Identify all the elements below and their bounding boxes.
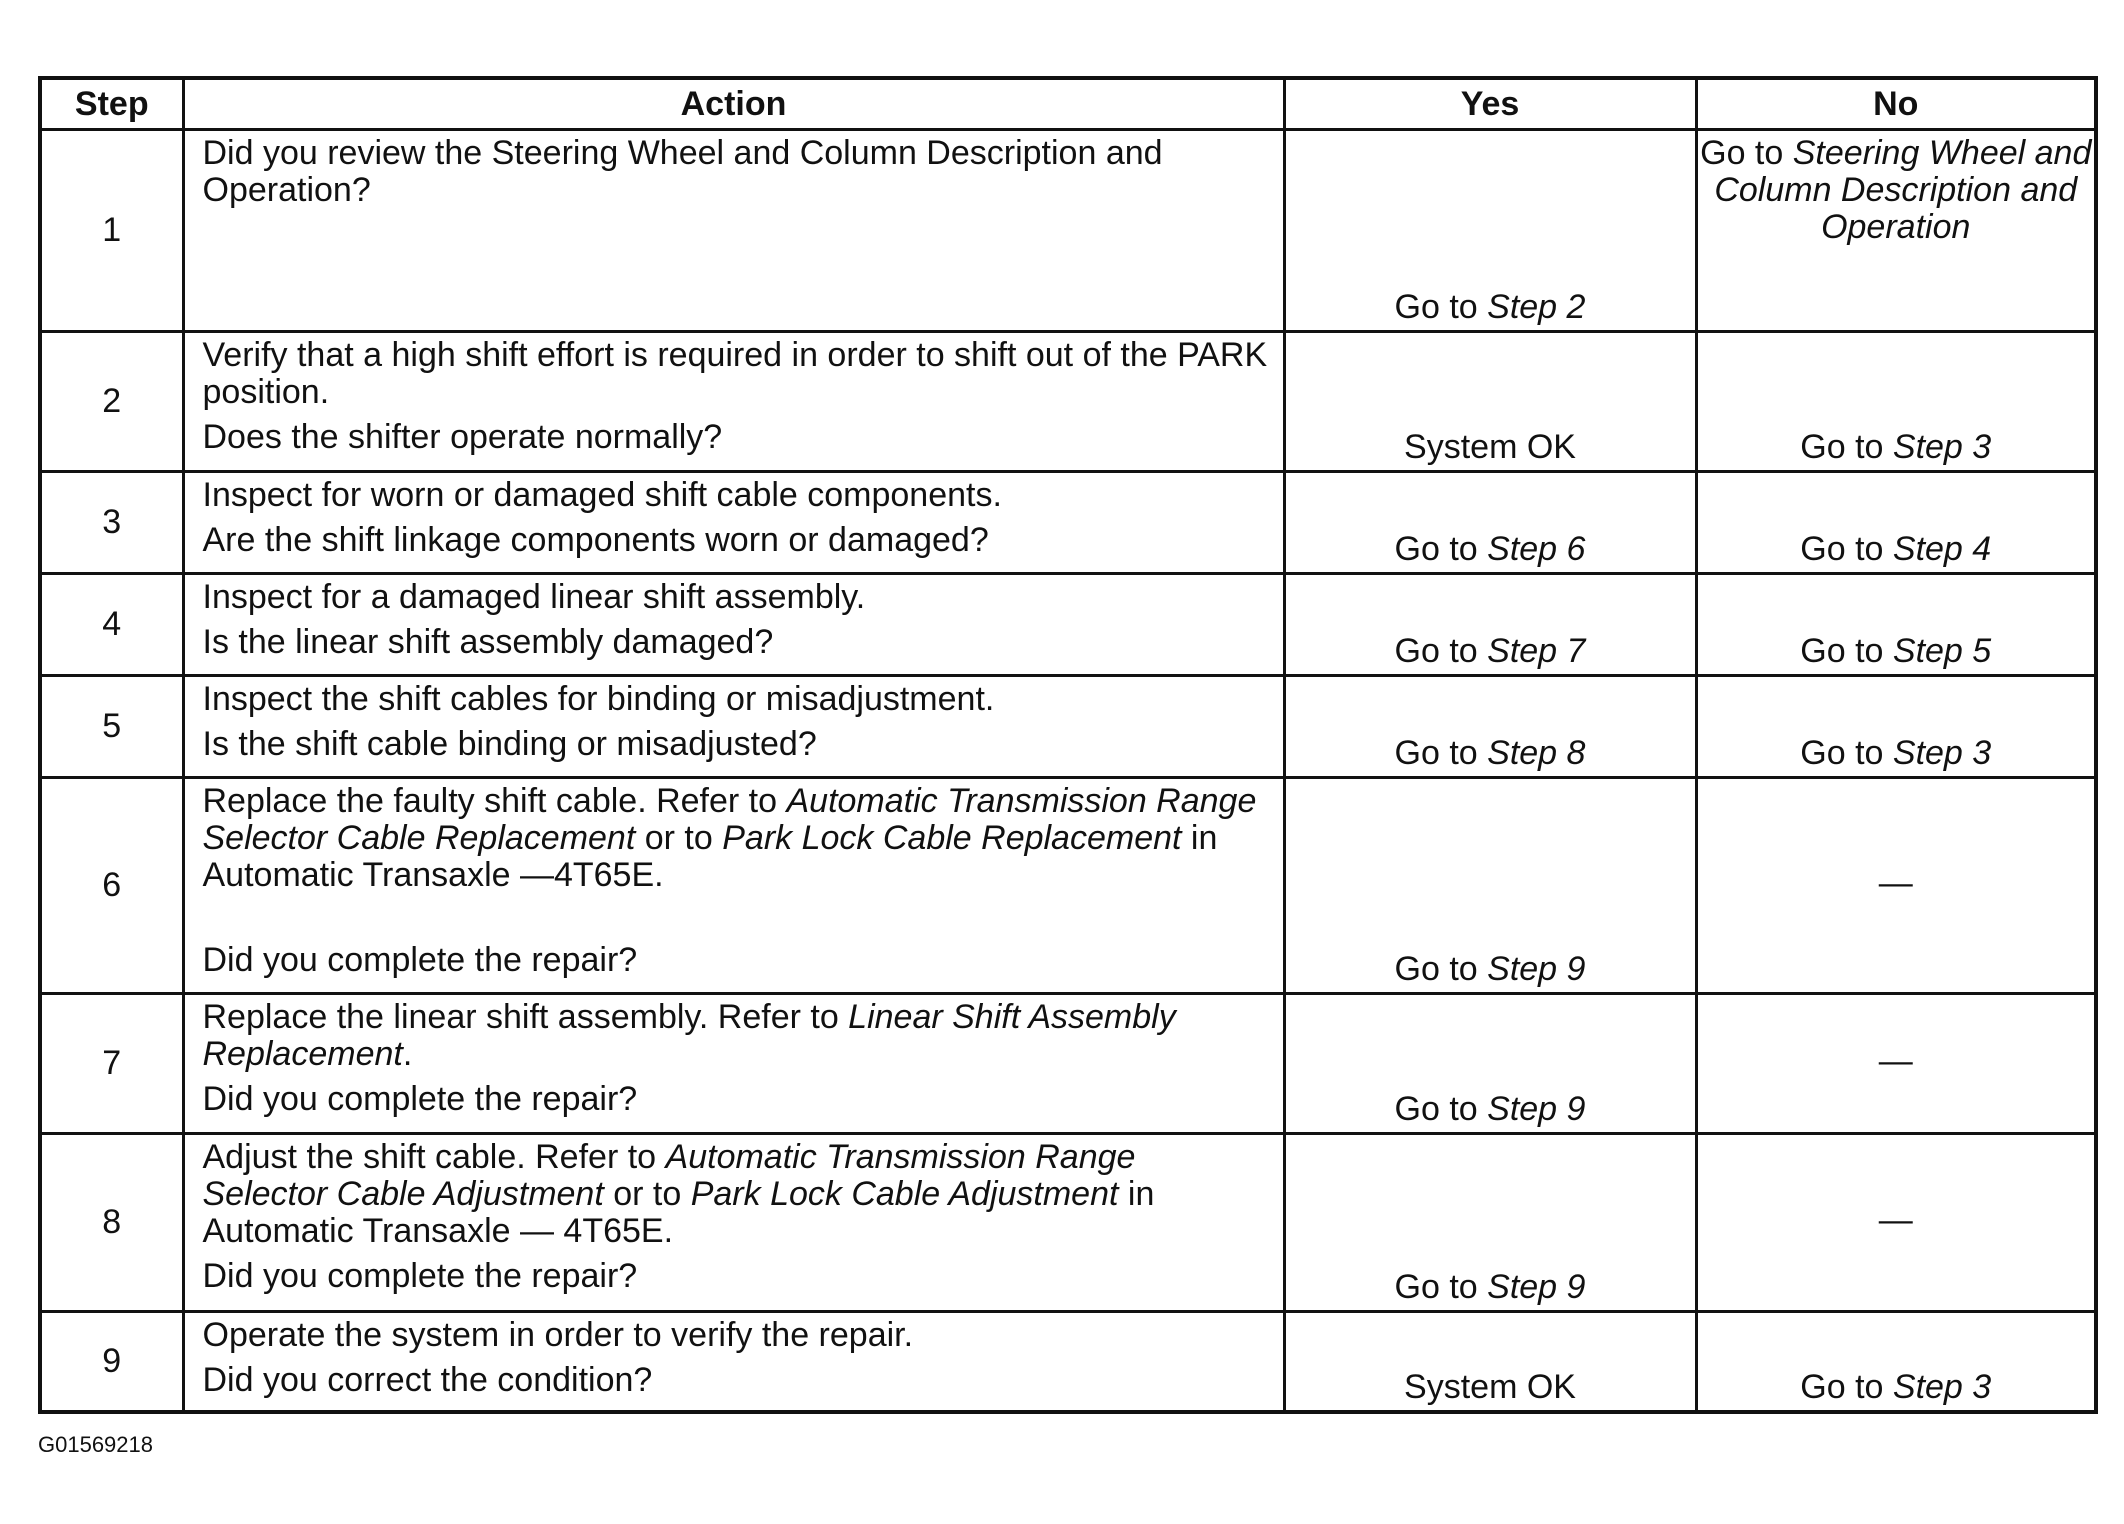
reference-link[interactable]: Linear Shift Assembly Replacement	[202, 998, 1176, 1073]
instruction-text: .	[402, 1035, 413, 1073]
no-prefix: Go to	[1800, 734, 1893, 772]
action-instruction: Inspect the shift cables for binding or misadjustment.	[202, 680, 995, 718]
step-number: 7	[40, 994, 183, 1134]
yes-step-link[interactable]: Step 7	[1487, 632, 1586, 670]
step-number: 8	[40, 1134, 183, 1312]
table-row-step-2	[40, 332, 2096, 472]
no-dash: —	[1878, 1201, 1913, 1239]
action-question: Did you complete the repair?	[202, 1080, 638, 1118]
action-question: Does the shifter operate normally?	[202, 418, 723, 456]
step-number: 3	[40, 472, 183, 574]
reference-link[interactable]: Park Lock Cable Replacement	[722, 819, 1182, 857]
yes-prefix: Go to	[1394, 632, 1488, 670]
no-step-link[interactable]: Step 5	[1892, 632, 1992, 670]
no-step-link[interactable]: Step 4	[1892, 530, 1992, 568]
action-cell	[183, 472, 1284, 574]
no-prefix: Go to	[1800, 428, 1893, 466]
instruction-text: or to	[635, 819, 723, 857]
instruction-text: Replace the faulty shift cable. Refer to	[202, 782, 787, 820]
action-cell	[183, 676, 1284, 778]
action-instruction: Verify that a high shift effort is required in order to shift out of the PARK position.	[202, 336, 1268, 411]
action-instruction	[203, 999, 1269, 1081]
yes-cell	[1284, 994, 1696, 1134]
yes-cell	[1284, 1312, 1696, 1412]
no-step-link[interactable]: Step 3	[1892, 734, 1992, 772]
yes-step-link[interactable]: Step 9	[1487, 1090, 1586, 1128]
action-cell	[183, 994, 1284, 1134]
yes-cell	[1284, 472, 1696, 574]
table-row-step-6	[40, 778, 2096, 994]
action-question: Did you correct the condition?	[202, 1361, 653, 1399]
action-question: Did you complete the repair?	[202, 941, 638, 979]
instruction-text: Replace the linear shift assembly. Refer to	[202, 998, 849, 1036]
no-cell	[1696, 472, 2096, 574]
yes-prefix: Go to	[1394, 1268, 1488, 1306]
action-question: Is the shift cable binding or misadjusted?	[202, 725, 817, 763]
yes-step-link[interactable]: Step 9	[1487, 950, 1586, 988]
no-cell	[1696, 994, 2096, 1134]
diagnostic-table	[38, 76, 2098, 1414]
no-prefix: Go to	[1800, 632, 1893, 670]
action-question: Did you complete the repair?	[202, 1257, 638, 1295]
action-cell	[183, 332, 1284, 472]
no-cell	[1696, 1312, 2096, 1412]
yes-cell	[1284, 332, 1696, 472]
yes-cell	[1284, 1134, 1696, 1312]
yes-step-link[interactable]: Step 6	[1487, 530, 1586, 568]
instruction-text: in Automatic Transaxle —4T65E.	[202, 819, 1218, 894]
yes-prefix: Go to	[1394, 734, 1488, 772]
table-row-step-8	[40, 1134, 2096, 1312]
header-action: Action	[183, 78, 1284, 130]
no-reference-link[interactable]: Steering Wheel and Column Description and Operation	[1714, 134, 2092, 246]
no-prefix: Go to	[1800, 530, 1893, 568]
step-number: 5	[40, 676, 183, 778]
yes-text: System OK	[1404, 1367, 1576, 1406]
header-row	[40, 78, 2096, 130]
yes-cell	[1284, 130, 1696, 332]
yes-cell	[1284, 778, 1696, 994]
step-number: 1	[40, 130, 183, 332]
no-cell	[1696, 1134, 2096, 1312]
action-instruction: Inspect for a damaged linear shift assembly.	[202, 578, 866, 616]
action-cell	[183, 130, 1284, 332]
yes-prefix: Go to	[1394, 950, 1488, 988]
no-prefix: Go to	[1700, 134, 1793, 172]
yes-step-link[interactable]: Step 8	[1487, 734, 1586, 772]
action-cell	[183, 778, 1284, 994]
action-instruction	[203, 1139, 1269, 1258]
figure-id: G01569218	[38, 1432, 153, 1457]
header-step: Step	[40, 78, 183, 130]
no-step-link[interactable]: Step 3	[1892, 428, 1992, 466]
no-cell	[1696, 676, 2096, 778]
no-cell	[1696, 778, 2096, 994]
reference-link[interactable]: Automatic Transmission Range Selector Cable Replacement	[202, 782, 1257, 857]
step-number: 6	[40, 778, 183, 994]
no-dash: —	[1878, 1042, 1913, 1080]
yes-cell	[1284, 676, 1696, 778]
action-cell	[183, 1134, 1284, 1312]
table-row-step-9	[40, 1312, 2096, 1412]
no-dash: —	[1878, 864, 1913, 902]
yes-step-link[interactable]: Step 9	[1487, 1268, 1586, 1306]
no-cell	[1696, 574, 2096, 676]
table-row-step-4	[40, 574, 2096, 676]
yes-prefix: Go to	[1394, 530, 1488, 568]
no-prefix: Go to	[1800, 1367, 1893, 1406]
step-number: 2	[40, 332, 183, 472]
table-row-step-7	[40, 994, 2096, 1134]
action-instruction: Did you review the Steering Wheel and Column Description and Operation?	[202, 134, 1163, 209]
instruction-text: in Automatic Transaxle — 4T65E.	[202, 1175, 1155, 1250]
table-row-step-1	[40, 130, 2096, 332]
action-question: Are the shift linkage components worn or damaged?	[202, 521, 989, 559]
yes-text: System OK	[1404, 428, 1576, 466]
no-cell	[1696, 332, 2096, 472]
no-step-link[interactable]: Step 3	[1892, 1367, 1992, 1406]
action-cell	[183, 574, 1284, 676]
yes-prefix: Go to	[1394, 1090, 1488, 1128]
reference-link[interactable]: Park Lock Cable Adjustment	[690, 1175, 1119, 1213]
action-question: Is the linear shift assembly damaged?	[202, 623, 774, 661]
action-instruction	[203, 783, 1269, 902]
instruction-text: or to	[603, 1175, 691, 1213]
spacer	[203, 902, 1269, 942]
yes-cell	[1284, 574, 1696, 676]
yes-prefix: Go to	[1394, 288, 1488, 326]
action-cell	[183, 1312, 1284, 1412]
no-cell	[1696, 130, 2096, 332]
reference-link[interactable]: Automatic Transmission Range Selector Cable Adjustment	[202, 1138, 1136, 1213]
step-number: 9	[40, 1312, 183, 1412]
header-no: No	[1696, 78, 2096, 130]
instruction-text: Adjust the shift cable. Refer to	[202, 1138, 666, 1176]
table-row-step-5	[40, 676, 2096, 778]
action-instruction: Inspect for worn or damaged shift cable components.	[202, 476, 1002, 514]
action-instruction: Operate the system in order to verify the repair.	[202, 1316, 914, 1354]
table-row-step-3	[40, 472, 2096, 574]
header-yes: Yes	[1284, 78, 1696, 130]
yes-step-link[interactable]: Step 2	[1487, 288, 1586, 326]
step-number: 4	[40, 574, 183, 676]
